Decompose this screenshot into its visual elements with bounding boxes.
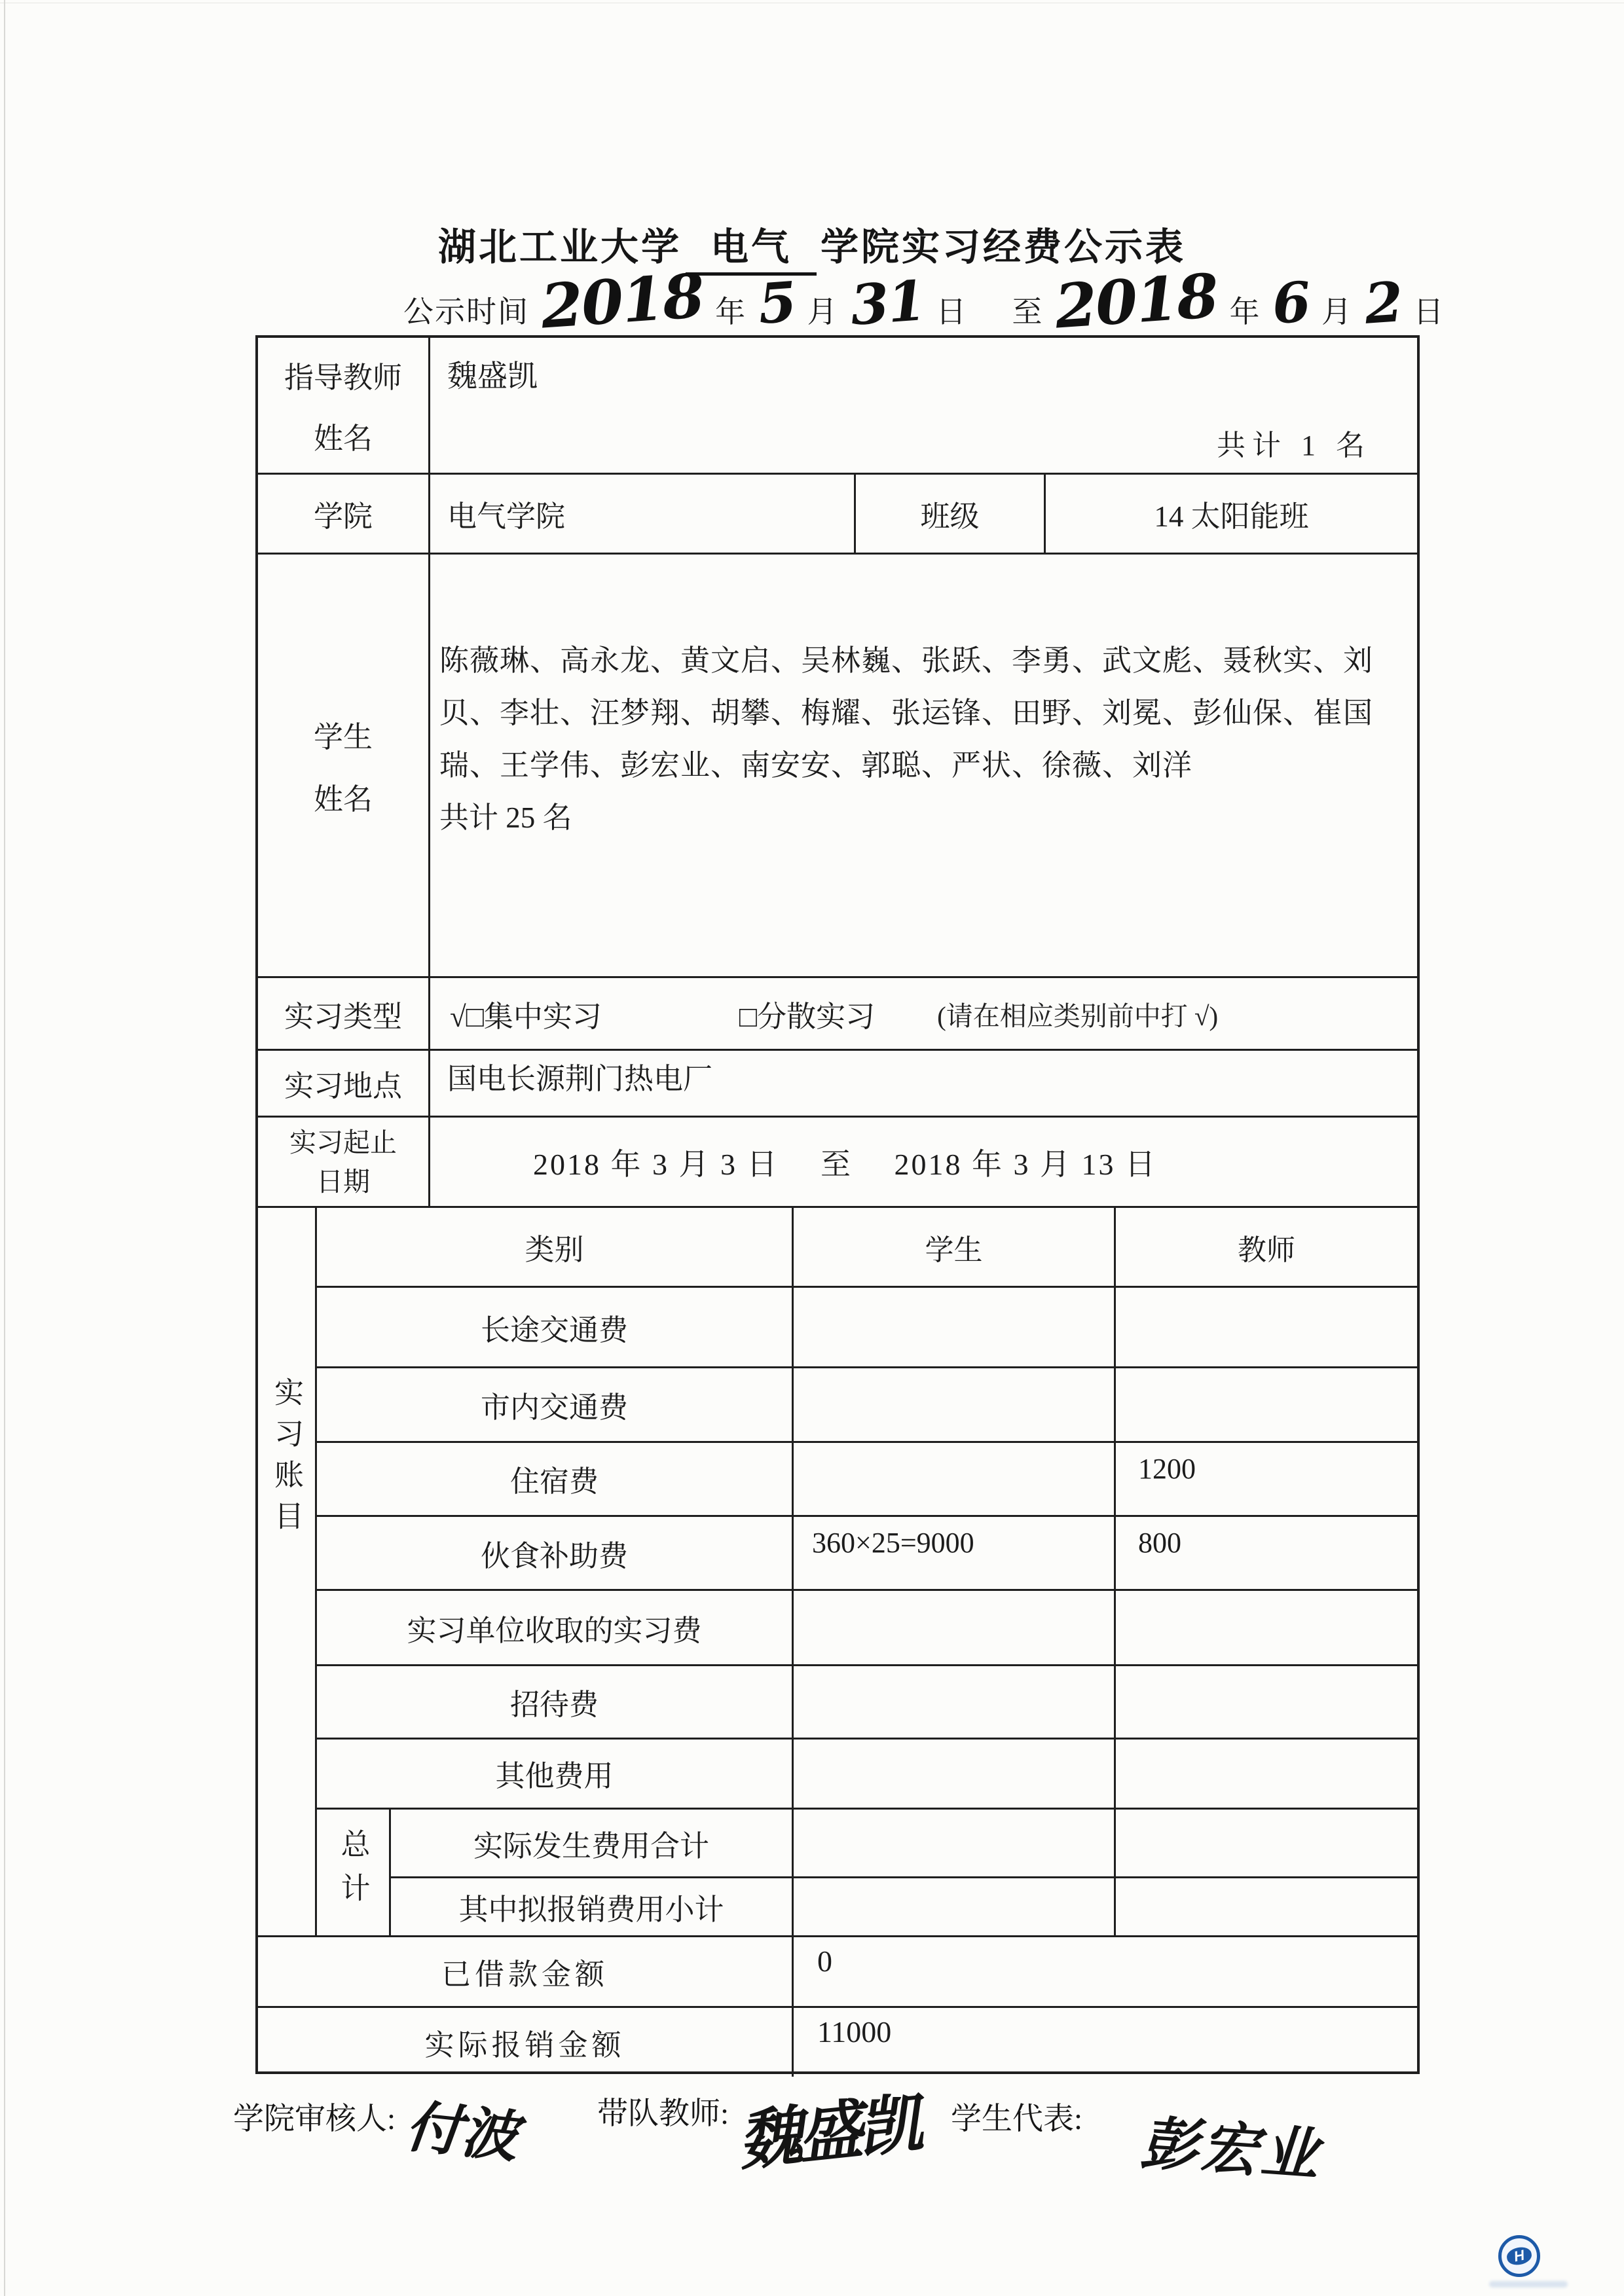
unit-day: 日 [1413,295,1445,329]
category-label: 其中拟报销费用小计 [458,1893,724,1927]
to-label: 至 [1012,295,1044,329]
row-instructor [258,338,1417,473]
unit-month: 月 [1321,295,1353,329]
reimbursed-value-cell [792,2008,1417,2077]
instructor-value-cell [428,338,1417,473]
row-reimbursed-amount [258,2006,1417,2077]
student-value [792,1878,1114,1935]
dates-label-line2: 日期 [316,1166,370,1197]
category-label: 实习单位收取的实习费 [407,1614,702,1647]
account-section [258,1206,1417,1935]
logo-core: H [1505,2245,1534,2267]
unit-year: 年 [1229,295,1261,329]
instructor-name: 魏盛凯 [447,359,538,393]
reviewer-signature: 付波 [402,2093,522,2171]
dates-label-cell [258,1118,428,1206]
student-value [792,1443,1114,1515]
category-label: 招待费 [509,1688,599,1722]
category-label: 其他费用 [495,1760,614,1793]
student-count: 共计 25 名 [439,801,572,834]
handwritten-start-year: 2018 [538,260,706,342]
handwritten-end-day: 2 [1362,269,1404,337]
teacher-value [1114,1288,1417,1366]
teacher-value [1114,1878,1417,1935]
unit-day: 日 [936,295,968,329]
location-value: 国电长源荆门热电厂 [447,1063,713,1095]
row-dates [258,1116,1417,1206]
row-location [258,1049,1417,1116]
type-note: (请在相应类别前中打 √) [937,1000,1219,1031]
handwritten-end-month: 6 [1270,269,1312,337]
category-label: 市内交通费 [480,1391,628,1425]
student-rep-label: 学生代表: [951,2102,1083,2136]
type-value-cell [428,978,1417,1049]
logo-ring [1498,2235,1540,2277]
reviewer-label: 学院审核人: [233,2102,396,2136]
type-label-cell [258,978,428,1049]
account-header-row [317,1208,1417,1286]
class-value: 14 太阳能班 [1154,500,1309,533]
signature-line [233,2085,1477,2229]
borrowed-label: 已借款金额 [441,1958,608,1991]
student-rep-signature: 彭宏业 [1138,2108,1323,2189]
unit-month: 月 [807,295,839,329]
college-value: 电气学院 [447,500,566,533]
total-label-cell [317,1810,391,1935]
teacher-value [1114,1810,1417,1876]
class-label-cell [854,475,1044,553]
account-row-other [317,1738,1417,1808]
category-label: 实际发生费用合计 [473,1829,709,1863]
scan-edge-artifact [4,0,5,2296]
student-value [792,1288,1114,1366]
class-label: 班级 [920,500,980,533]
reimbursed-label-cell [258,2008,792,2077]
student-value [792,1740,1114,1808]
dates-value-cell [428,1118,1417,1206]
account-row-accommodation [317,1441,1417,1515]
students-label-cell [258,555,428,976]
student-value: 360×25=9000 [792,1517,1114,1589]
dates-label-line1: 实习起止 [289,1127,397,1157]
handwritten-end-year: 2018 [1052,260,1220,342]
instructor-label-line1: 指导教师 [284,361,402,394]
publicity-label: 公示时间 [403,295,529,329]
account-row-actual-total [391,1810,1417,1876]
student-names: 陈薇琳、高永龙、黄文启、吴林巍、张跃、李勇、武文彪、聂秋实、刘贝、李壮、汪梦翔、胡攀、梅耀、张运锋、田野、刘冕、彭仙保、崔国瑞、王学伟、彭宏业、南安安、郭聪、严状、徐薇、刘洋 [439,644,1374,782]
page-title [0,216,1624,276]
reimbursed-label: 实际报销金额 [424,2029,625,2062]
instructor-label-line2: 姓名 [313,422,373,455]
teacher-value [1114,1740,1417,1808]
location-value-cell [428,1051,1417,1116]
account-row-unit-fee [317,1589,1417,1664]
publicity-period-line [398,260,1445,342]
student-value [792,1810,1114,1876]
title-college-blank: 电气 [686,216,817,276]
dates-value: 2018 年 3 月 3 日 至 2018 年 3 月 13 日 [533,1147,1157,1181]
college-label: 学院 [313,500,373,533]
total-label: 总计 [336,1829,369,1917]
logo-faint-text [1489,2281,1568,2287]
header-category: 类别 [525,1233,584,1267]
account-row-meal-subsidy [317,1515,1417,1589]
location-label: 实习地点 [284,1070,402,1102]
location-label-cell [258,1051,428,1116]
teacher-value [1114,1368,1417,1440]
student-value [792,1666,1114,1737]
instructor-label-cell [258,338,428,473]
teacher-value: 1200 [1114,1443,1417,1515]
title-university: 湖北工业大学 [437,226,682,268]
category-label: 住宿费 [509,1465,599,1499]
header-student: 学生 [792,1208,1114,1286]
account-total-block [317,1808,1417,1935]
checkbox-decentralized: □分散实习 [739,1000,876,1033]
borrowed-value-cell [792,1937,1417,2006]
reimbursed-value: 11000 [817,2015,892,2049]
borrowed-label-cell [258,1937,792,2006]
class-value-cell [1044,475,1417,553]
college-value-cell [428,475,854,553]
instructor-count: 共计 1 名 [1217,429,1371,462]
teacher-value [1114,1591,1417,1664]
handwritten-start-month: 5 [756,269,798,337]
borrowed-value: 0 [817,1944,832,1978]
students-label-line2: 姓名 [313,783,373,816]
total-rows [391,1810,1417,1935]
checkbox-centralized-checked: √□集中实习 [450,1000,602,1033]
category-label: 长途交通费 [480,1313,628,1347]
lead-teacher-signature: 魏盛凯 [734,2085,923,2180]
teacher-value: 800 [1114,1517,1417,1589]
students-value-cell [428,555,1417,976]
title-suffix: 学院实习经费公示表 [821,226,1187,268]
account-row-reimbursable-subtotal [391,1876,1417,1935]
account-section-label: 实习账目 [270,1377,303,1542]
category-label: 伙食补助费 [480,1539,628,1573]
unit-year: 年 [715,295,747,329]
header-teacher: 教师 [1114,1208,1417,1286]
row-students [258,553,1417,976]
handwritten-start-day: 31 [848,268,927,338]
account-row-reception [317,1664,1417,1737]
account-table [317,1208,1417,1935]
college-label-cell [258,475,428,553]
teacher-value [1114,1666,1417,1737]
row-college [258,473,1417,553]
student-value [792,1591,1114,1664]
type-label: 实习类型 [284,1000,402,1033]
form-table [255,335,1420,2074]
university-logo-icon [1498,2235,1540,2277]
account-row-long-distance-transport [317,1286,1417,1366]
account-section-label-cell [258,1208,317,1935]
row-internship-type [258,976,1417,1049]
lead-teacher-label: 带队教师: [597,2097,729,2131]
students-label-line1: 学生 [313,721,373,754]
student-value [792,1368,1114,1440]
row-borrowed-amount [258,1935,1417,2006]
account-row-city-transport [317,1366,1417,1440]
